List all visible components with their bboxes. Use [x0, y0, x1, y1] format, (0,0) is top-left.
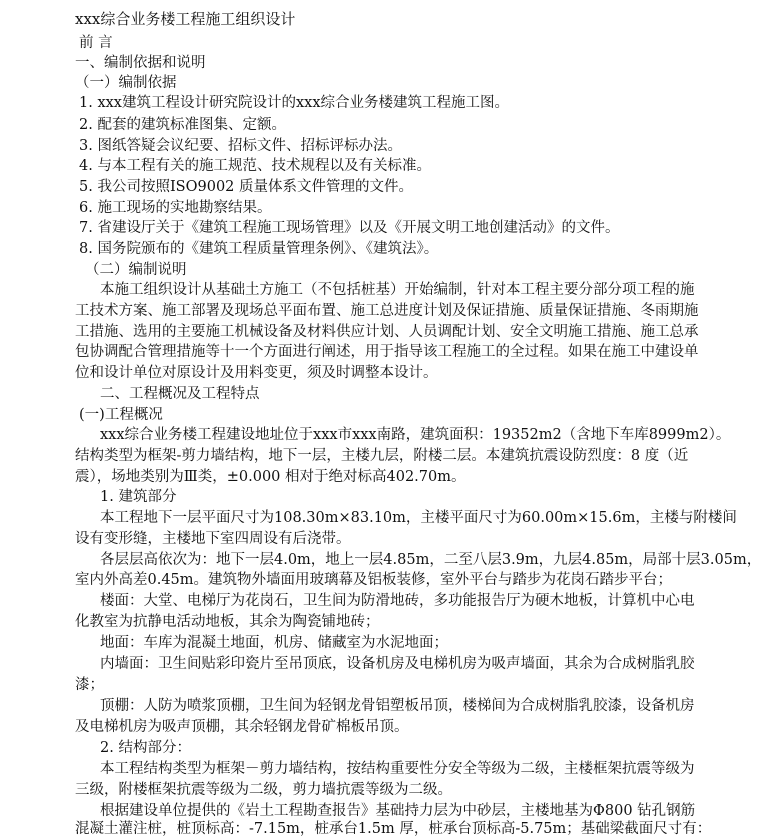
heading-subsection-2-1: (一)工程概况	[79, 407, 163, 423]
paragraph-line: 位和设计单位对原设计及用料变更，须及时调整本设计。	[75, 365, 438, 381]
paragraph-line: 本施工组织设计从基础土方施工（不包括桩基）开始编制，针对本工程主要分部分项工程的施	[100, 282, 695, 298]
heading-preface: 前 言	[79, 35, 113, 51]
paragraph-line: 地面：车库为混凝土地面，机房、储藏室为水泥地面；	[100, 635, 448, 651]
list-item: 3. 图纸答疑会议纪要、招标文件、招标评标办法。	[79, 138, 402, 154]
paragraph-line: 工措施、选用的主要施工机械设备及材料供应计划、人员调配计划、安全文明施工措施、施工总承	[75, 324, 699, 340]
paragraph-line: 化教室为抗静电活动地板，其余为陶瓷铺地砖；	[75, 614, 380, 630]
paragraph-line: 室内外高差0.45m。建筑物外墙面用玻璃幕及铝板装修，室外平台与踏步为花岗石踏步平台；	[75, 572, 673, 588]
paragraph-line: 及电梯机房为吸声顶棚，其余轻钢龙骨矿棉板吊顶。	[75, 719, 409, 735]
heading-building: 1. 建筑部分	[100, 489, 177, 505]
document-title: xxx综合业务楼工程施工组织设计	[75, 10, 296, 28]
paragraph-line: 混凝土灌注桩，桩顶标高：-7.15m，桩承台1.5m 厚，桩承台顶标高-5.75m；基础梁截面尺寸有：	[75, 821, 712, 837]
paragraph-line: 内墙面：卫生间贴彩印瓷片至吊顶底，设备机房及电梯机房为吸声墙面，其余为合成树脂乳胶	[100, 656, 695, 672]
list-item: 6. 施工现场的实地勘察结果。	[79, 200, 272, 216]
paragraph-line: 楼面：大堂、电梯厅为花岗石，卫生间为防滑地砖，多功能报告厅为硬木地板，计算机中心电	[100, 593, 695, 609]
list-item: 8. 国务院颁布的《建筑工程质量管理条例》、《建筑法》。	[79, 241, 439, 257]
heading-structure: 2. 结构部分：	[100, 740, 191, 756]
paragraph-line: xxx综合业务楼工程建设地址位于xxx市xxx南路，建筑面积：19352m2（含地下车库8999m2）。	[100, 427, 731, 443]
paragraph-line: 漆；	[75, 677, 104, 693]
paragraph-line: 根据建设单位提供的《岩土工程勘查报告》基础持力层为中砂层，主楼地基为Φ800 钻孔钢筋	[100, 803, 696, 819]
paragraph-line: 工技术方案、施工部署及现场总平面布置、施工总进度计划及保证措施、质量保证措施、冬雨期施	[75, 303, 699, 319]
heading-subsection-1-2: （二）编制说明	[85, 262, 187, 278]
heading-subsection-1-1: （一）编制依据	[75, 75, 177, 91]
list-item: 1. xxx建筑工程设计研究院设计的xxx综合业务楼建筑工程施工图。	[79, 95, 510, 111]
list-item: 2. 配套的建筑标准图集、定额。	[79, 117, 286, 133]
paragraph-line: 震），场地类别为Ⅲ类，±0.000 相对于绝对标高402.70m。	[75, 469, 466, 485]
list-item: 5. 我公司按照ISO9002 质量体系文件管理的文件。	[79, 179, 414, 195]
list-item: 7. 省建设厅关于《建筑工程施工现场管理》以及《开展文明工地创建活动》的文件。	[79, 220, 620, 236]
paragraph-line: 本工程地下一层平面尺寸为108.30m×83.10m，主楼平面尺寸为60.00m×15.6m，主楼与附楼间	[100, 510, 737, 526]
paragraph-line: 三级，附楼框架抗震等级为二级，剪力墙抗震等级为二级。	[75, 782, 452, 798]
paragraph-line: 顶棚：人防为喷浆顶棚，卫生间为轻钢龙骨铝塑板吊顶，楼梯间为合成树脂乳胶漆，设备机房	[100, 698, 695, 714]
paragraph-line: 设有变形缝，主楼地下室四周设有后浇带。	[75, 531, 351, 547]
heading-section-2: 二、工程概况及工程特点	[100, 386, 260, 402]
heading-section-1: 一、编制依据和说明	[75, 55, 206, 71]
paragraph-line: 各层层高依次为：地下一层4.0m，地上一层4.85m，二至八层3.9m，九层4.85m，局部十层3.05m，	[100, 552, 762, 568]
paragraph-line: 结构类型为框架-剪力墙结构，地下一层，主楼九层，附楼二层。本建筑抗震设防烈度：8 度（近	[75, 448, 689, 464]
paragraph-line: 包协调配合管理措施等十一个方面进行阐述，用于指导该工程施工的全过程。如果在施工中建设单	[75, 344, 699, 360]
paragraph-line: 本工程结构类型为框架－剪力墙结构，按结构重要性分安全等级为二级，主楼框架抗震等级为	[100, 761, 695, 777]
list-item: 4. 与本工程有关的施工规范、技术规程以及有关标准。	[79, 158, 431, 174]
